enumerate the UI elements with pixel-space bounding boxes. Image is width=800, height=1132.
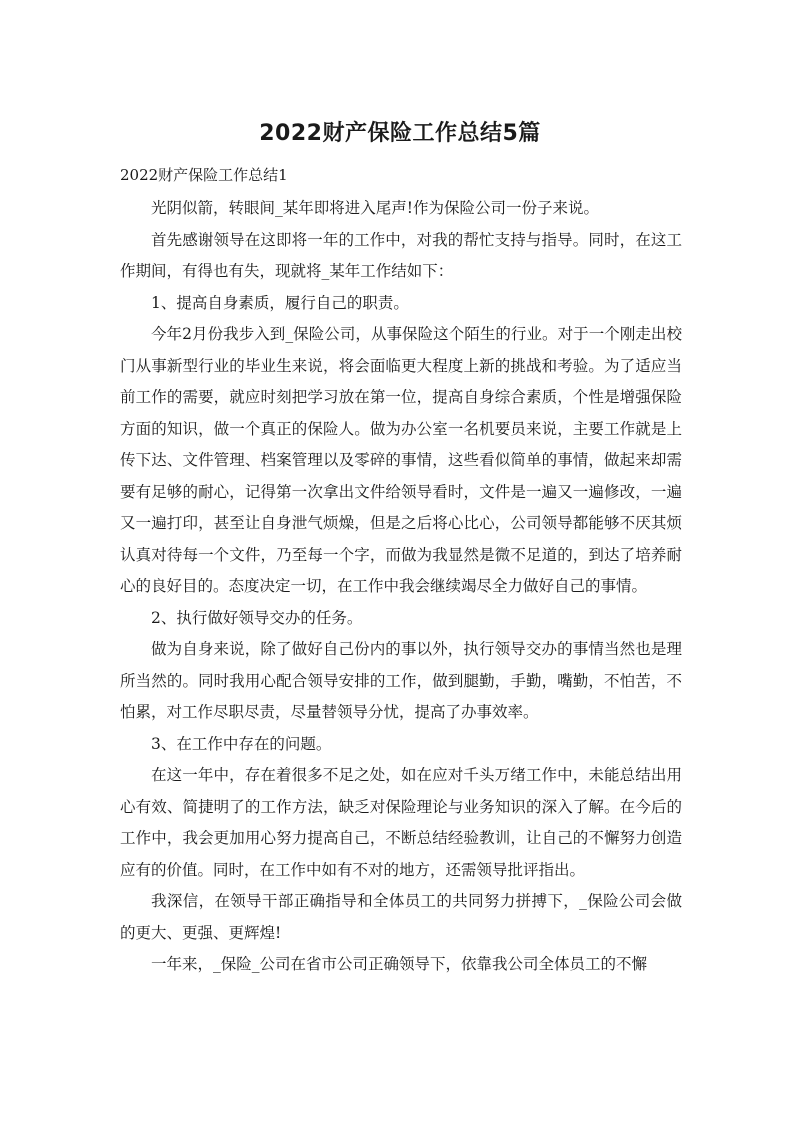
heading-point-3: 3、在工作中存在的问题。: [151, 734, 332, 753]
heading-point-2: 2、执行做好领导交办的任务。: [151, 608, 363, 627]
paragraph-continued: 一年来，_保险_公司在省市公司正确领导下，依靠我公司全体员工的不懈: [151, 955, 648, 973]
section-subtitle: 2022财产保险工作总结1: [120, 166, 288, 184]
document-body: [120, 193, 682, 981]
paragraph-point-2: 做为自身来说，除了做好自己份内的事以外，执行领导交办的事情当然也是理所当然的。同时我用心配合领导安排的工作，做到腿勤，手勤，嘴勤，不怕苦，不怕累，对工作尽职尽责，尽量替领导分忧，提高了办事效率。: [120, 640, 682, 721]
paragraph-point-3: 在这一年中，存在着很多不足之处，如在应对千头万绪工作中，未能总结出用心有效、简捷明了的工作方法，缺乏对保险理论与业务知识的深入了解。在今后的工作中，我会更加用心努力提高自己，不断总结经验教训，让自己的不懈努力创造应有的价值。同时，在工作中如有不对的地方，还需领导批评指出。: [120, 766, 682, 879]
paragraph-thanks: 首先感谢领导在这即将一年的工作中，对我的帮忙支持与指导。同时，在这工作期间，有得也有失，现就将_某年工作结如下：: [120, 230, 682, 280]
paragraph-intro: 光阴似箭，转眼间_某年即将进入尾声!作为保险公司一份子来说。: [151, 199, 599, 217]
paragraph-conclusion: 我深信，在领导干部正确指导和全体员工的共同努力拼搏下，_保险公司会做的更大、更强、更辉煌!: [120, 892, 682, 942]
document-title: 2022财产保险工作总结5篇: [259, 121, 541, 146]
paragraph-point-1: 今年2月份我步入到_保险公司，从事保险这个陌生的行业。对于一个刚走出校门从事新型行业的毕业生来说，将会面临更大程度上新的挑战和考验。为了适应当前工作的需要，就应时刻把学习放在第一位，提高自身综合素质，个性是增强保险方面的知识，做一个真正的保险人。做为办公室一名机要员来说，主要工作就是上传下达、文件管理、档案管理以及零碎的事情，这些看似简单的事情，做起来却需要有足够的耐心，记得第一次拿出文件给领导看时，文件是一遍又一遍修改，一遍又一遍打印，甚至让自身泄气烦燥，但是之后将心比心，公司领导都能够不厌其烦认真对待每一个文件，乃至每一个字，而做为我显然是微不足道的，到达了培养耐心的良好目的。态度决定一切，在工作中我会继续竭尽全力做好自己的事情。: [120, 325, 682, 595]
heading-point-1: 1、提高自身素质，履行自己的职责。: [151, 293, 409, 312]
